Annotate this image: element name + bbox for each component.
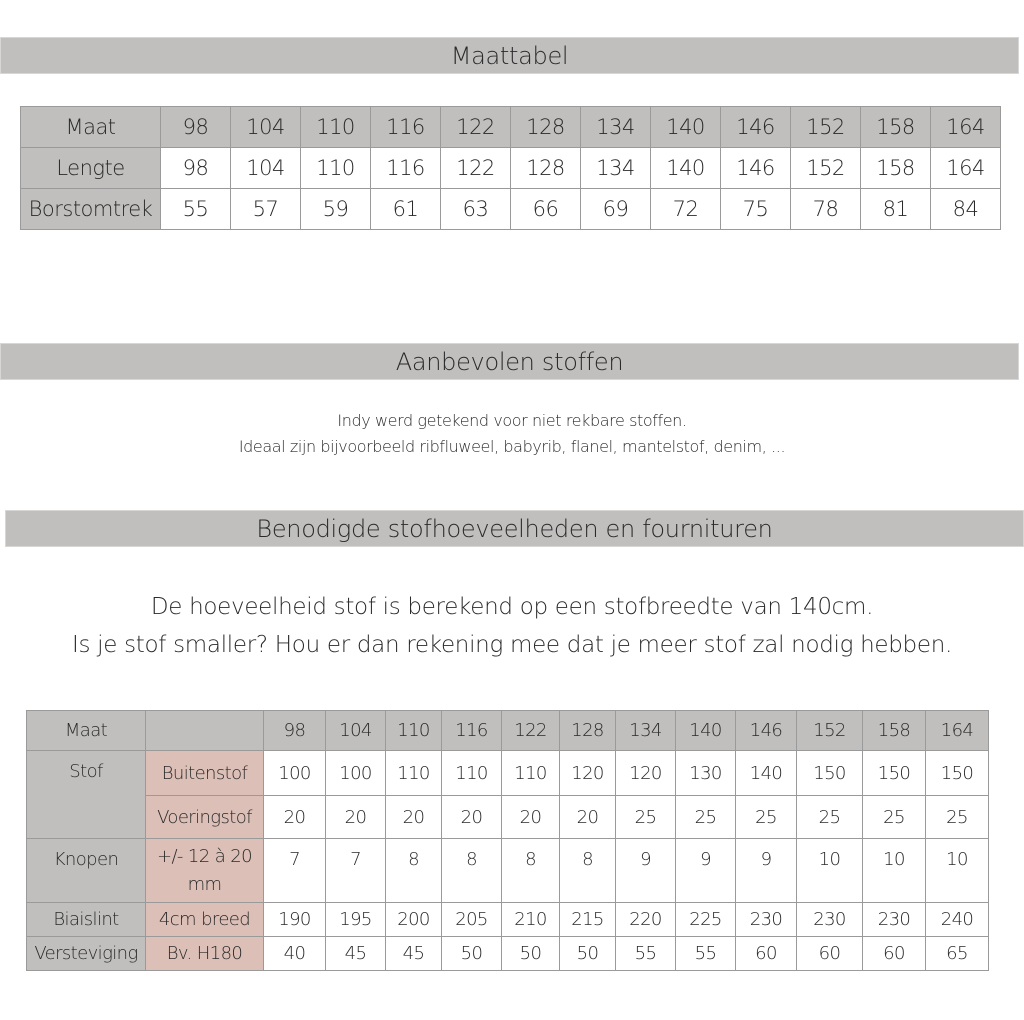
size-table-header-cell: 164 — [931, 107, 1001, 148]
requirements-header-sub — [146, 711, 264, 751]
requirements-row-sublabel: Buitenstof — [146, 751, 264, 796]
requirements-cell: 45 — [386, 937, 442, 971]
requirements-header-label: Maat — [27, 711, 146, 751]
size-table-cell: 128 — [511, 148, 581, 189]
requirements-cell: 20 — [264, 796, 326, 839]
requirements-cell: 7 — [264, 839, 326, 903]
requirements-description — [0, 588, 1024, 664]
requirements-cell: 8 — [560, 839, 616, 903]
requirements-cell: 55 — [676, 937, 736, 971]
requirements-header-cell: 110 — [386, 711, 442, 751]
requirements-header-cell: 152 — [797, 711, 863, 751]
size-table-header-cell: 134 — [581, 107, 651, 148]
requirements-cell: 25 — [926, 796, 989, 839]
size-table-cell: 84 — [931, 189, 1001, 230]
requirements-header-cell: 146 — [736, 711, 797, 751]
requirements-cell: 190 — [264, 903, 326, 937]
requirements-cell: 240 — [926, 903, 989, 937]
requirements-cell: 230 — [863, 903, 926, 937]
fabrics-title: Aanbevolen stoffen — [395, 347, 624, 376]
size-table-header-cell: 98 — [161, 107, 231, 148]
requirements-cell: 110 — [386, 751, 442, 796]
requirements-cell: 25 — [676, 796, 736, 839]
size-table-row-label: Borstomtrek — [21, 189, 161, 230]
size-table-header-cell: 110 — [301, 107, 371, 148]
size-table-header-cell: 140 — [651, 107, 721, 148]
size-table-row — [21, 107, 1001, 148]
requirements-cell: 215 — [560, 903, 616, 937]
requirements-cell: 150 — [926, 751, 989, 796]
size-table-cell: 146 — [721, 148, 791, 189]
size-table-cell: 110 — [301, 148, 371, 189]
size-table-cell: 134 — [581, 148, 651, 189]
requirements-row — [27, 903, 989, 937]
requirements-header-row — [27, 711, 989, 751]
requirements-header-cell: 98 — [264, 711, 326, 751]
requirements-cell: 140 — [736, 751, 797, 796]
requirements-cell: 150 — [863, 751, 926, 796]
requirements-cell: 10 — [797, 839, 863, 903]
requirements-cell: 130 — [676, 751, 736, 796]
requirements-cell: 225 — [676, 903, 736, 937]
requirements-header-cell: 164 — [926, 711, 989, 751]
requirements-cell: 100 — [264, 751, 326, 796]
requirements-cell: 210 — [502, 903, 560, 937]
requirements-cell: 120 — [560, 751, 616, 796]
size-table-cell: 61 — [371, 189, 441, 230]
requirements-banner — [5, 510, 1024, 547]
requirements-cell: 50 — [502, 937, 560, 971]
fabrics-line-1: Indy werd getekend voor niet rekbare stoffen. — [337, 411, 687, 430]
size-table-cell: 55 — [161, 189, 231, 230]
requirements-cell: 150 — [797, 751, 863, 796]
size-table-row-label: Maat — [21, 107, 161, 148]
requirements-cell: 8 — [442, 839, 502, 903]
requirements-header-cell: 116 — [442, 711, 502, 751]
requirements-row-sublabel: Bv. H180 — [146, 937, 264, 971]
requirements-cell: 10 — [863, 839, 926, 903]
requirements-cell: 65 — [926, 937, 989, 971]
requirements-row-sublabel: 4cm breed — [146, 903, 264, 937]
size-table-cell: 122 — [441, 148, 511, 189]
requirements-cell: 100 — [326, 751, 386, 796]
size-table-row — [21, 148, 1001, 189]
requirements-cell: 45 — [326, 937, 386, 971]
size-table-cell: 66 — [511, 189, 581, 230]
requirements-cell: 40 — [264, 937, 326, 971]
size-table-banner — [0, 37, 1019, 74]
size-table-header-cell: 116 — [371, 107, 441, 148]
size-table-row-label: Lengte — [21, 148, 161, 189]
requirements-row-label: Knopen — [27, 839, 146, 903]
size-table-cell: 59 — [301, 189, 371, 230]
size-table-header-cell: 152 — [791, 107, 861, 148]
size-table-header-cell: 104 — [231, 107, 301, 148]
fabrics-banner — [0, 343, 1019, 380]
size-table-cell: 152 — [791, 148, 861, 189]
requirements-cell: 50 — [560, 937, 616, 971]
requirements-header-cell: 128 — [560, 711, 616, 751]
size-table-header-cell: 146 — [721, 107, 791, 148]
requirements-cell: 9 — [676, 839, 736, 903]
requirements-row-sublabel: +/- 12 à 20 mm — [146, 839, 264, 903]
requirements-line-2: Is je stof smaller? Hou er dan rekening mee dat je meer stof zal nodig hebben. — [72, 632, 952, 658]
requirements-line-1: De hoeveelheid stof is berekend op een stofbreedte van 140cm. — [150, 594, 874, 620]
requirements-row-label: Versteviging — [27, 937, 146, 971]
requirements-row — [27, 839, 989, 903]
size-table-cell: 75 — [721, 189, 791, 230]
requirements-cell: 60 — [736, 937, 797, 971]
size-table-cell: 140 — [651, 148, 721, 189]
requirements-cell: 20 — [326, 796, 386, 839]
requirements-cell: 7 — [326, 839, 386, 903]
requirements-cell: 20 — [560, 796, 616, 839]
size-table-cell: 63 — [441, 189, 511, 230]
size-table-header-cell: 128 — [511, 107, 581, 148]
requirements-cell: 220 — [616, 903, 676, 937]
requirements-cell: 60 — [797, 937, 863, 971]
size-table — [20, 106, 1001, 230]
requirements-cell: 25 — [797, 796, 863, 839]
requirements-cell: 8 — [386, 839, 442, 903]
size-table-cell: 164 — [931, 148, 1001, 189]
requirements-cell: 60 — [863, 937, 926, 971]
size-table-row — [21, 189, 1001, 230]
size-table-cell: 116 — [371, 148, 441, 189]
requirements-row-label: Stof — [27, 751, 146, 839]
requirements-header-cell: 122 — [502, 711, 560, 751]
requirements-cell: 55 — [616, 937, 676, 971]
fabrics-line-2: Ideaal zijn bijvoorbeeld ribfluweel, babyrib, flanel, mantelstof, denim, ... — [238, 437, 786, 456]
requirements-cell: 9 — [736, 839, 797, 903]
requirements-row — [27, 937, 989, 971]
fabrics-description — [0, 408, 1024, 460]
size-table-cell: 72 — [651, 189, 721, 230]
size-table-cell: 81 — [861, 189, 931, 230]
size-table-cell: 104 — [231, 148, 301, 189]
size-table-title: Maattabel — [450, 41, 569, 70]
requirements-cell: 25 — [736, 796, 797, 839]
requirements-cell: 230 — [736, 903, 797, 937]
requirements-cell: 25 — [616, 796, 676, 839]
requirements-cell: 10 — [926, 839, 989, 903]
size-table-cell: 69 — [581, 189, 651, 230]
size-table-header-cell: 158 — [861, 107, 931, 148]
requirements-cell: 120 — [616, 751, 676, 796]
requirements-title: Benodigde stofhoeveelheden en fournituren — [256, 514, 773, 543]
requirements-cell: 230 — [797, 903, 863, 937]
requirements-header-cell: 104 — [326, 711, 386, 751]
requirements-cell: 8 — [502, 839, 560, 903]
requirements-cell: 9 — [616, 839, 676, 903]
requirements-cell: 205 — [442, 903, 502, 937]
requirements-cell: 20 — [442, 796, 502, 839]
size-table-cell: 98 — [161, 148, 231, 189]
requirements-header-cell: 140 — [676, 711, 736, 751]
requirements-row-label: Biaislint — [27, 903, 146, 937]
requirements-table — [26, 710, 989, 971]
requirements-cell: 200 — [386, 903, 442, 937]
size-table-cell: 158 — [861, 148, 931, 189]
requirements-cell: 25 — [863, 796, 926, 839]
requirements-row — [27, 751, 989, 796]
requirements-row-sublabel: Voeringstof — [146, 796, 264, 839]
requirements-row — [27, 796, 989, 839]
requirements-cell: 20 — [502, 796, 560, 839]
requirements-cell: 110 — [442, 751, 502, 796]
size-table-cell: 78 — [791, 189, 861, 230]
size-table-header-cell: 122 — [441, 107, 511, 148]
requirements-header-cell: 134 — [616, 711, 676, 751]
size-table-cell: 57 — [231, 189, 301, 230]
requirements-cell: 110 — [502, 751, 560, 796]
requirements-cell: 195 — [326, 903, 386, 937]
requirements-cell: 50 — [442, 937, 502, 971]
requirements-header-cell: 158 — [863, 711, 926, 751]
requirements-cell: 20 — [386, 796, 442, 839]
